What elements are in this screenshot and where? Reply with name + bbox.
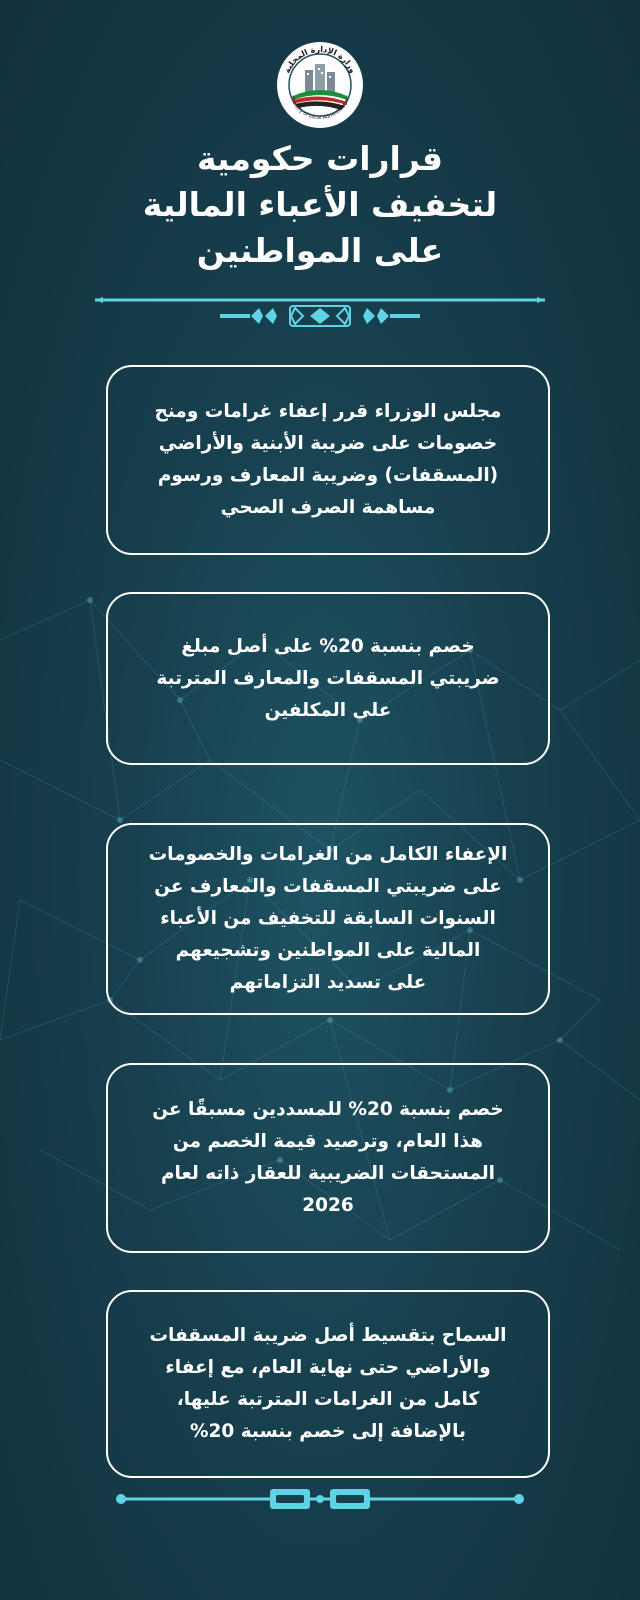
decision-card [106, 823, 550, 1015]
title-line: قرارات حكومية [197, 139, 443, 178]
decision-line: مساهمة الصرف الصحي [220, 497, 436, 518]
decision-line: الإعفاء الكامل من الغرامات والخصومات [148, 844, 508, 865]
decision-line: كامل من الغرامات المترتبة عليها، [176, 1389, 480, 1410]
decision-line: على ضريبتي المسقفات والمعارف عن [154, 876, 502, 897]
title-line: على المواطنين [196, 231, 444, 270]
decision-line: السنوات السابقة للتخفيف من الأعباء [160, 908, 496, 929]
decision-line: خصم بنسبة 20% على أصل مبلغ [181, 635, 475, 657]
decision-line: 2026 [302, 1195, 354, 1216]
decision-text [149, 1320, 506, 1448]
decision-text [152, 1094, 504, 1222]
title-line: لتخفيف الأعباء المالية [142, 185, 498, 224]
decision-line: مجلس الوزراء قرر إعفاء غرامات ومنح [154, 401, 502, 422]
decision-line: هذا العام، وترصيد قيمة الخصم من [172, 1131, 484, 1152]
decision-line: والأراضي حتى نهاية العام، مع إعفاء [165, 1357, 491, 1378]
decision-card [106, 1290, 550, 1478]
decision-text [155, 396, 502, 524]
decision-line: على المكلفين [264, 699, 392, 721]
decision-line: خصم بنسبة 20% للمسددين مسبقًا عن [152, 1099, 504, 1120]
logo-arabic-text: وزارة الإدارة المحلية [282, 44, 358, 75]
page-title [0, 136, 640, 274]
decision-line: خصومات على ضريبة الأبنية والأراضي [158, 433, 498, 454]
ministry-logo [275, 40, 365, 130]
logo-english-text: Ministry of Local Administration [288, 95, 352, 122]
decision-line: على تسديد التزاماتهم [229, 972, 427, 993]
decision-card [106, 365, 550, 555]
decision-line: المالية على المواطنين وتشجيعهم [175, 940, 481, 961]
decision-text [149, 839, 508, 999]
decision-line: بالإضافة إلى خصم بنسبة 20% [189, 1421, 467, 1442]
decision-line: السماح بتقسيط أصل ضريبة المسقفات [149, 1325, 507, 1346]
decision-card [106, 592, 550, 765]
ornament-divider-top [95, 296, 545, 330]
decision-line: ضريبتي المسقفات والمعارف المترتبة [156, 667, 500, 689]
decision-line: (المسقفات) وضريبة المعارف ورسوم [157, 465, 499, 486]
decision-line: المستحقات الضريبية للعقار ذاته لعام [160, 1163, 496, 1184]
ornament-divider-bottom [115, 1484, 525, 1514]
decision-card [106, 1063, 550, 1253]
decision-text [156, 631, 499, 727]
